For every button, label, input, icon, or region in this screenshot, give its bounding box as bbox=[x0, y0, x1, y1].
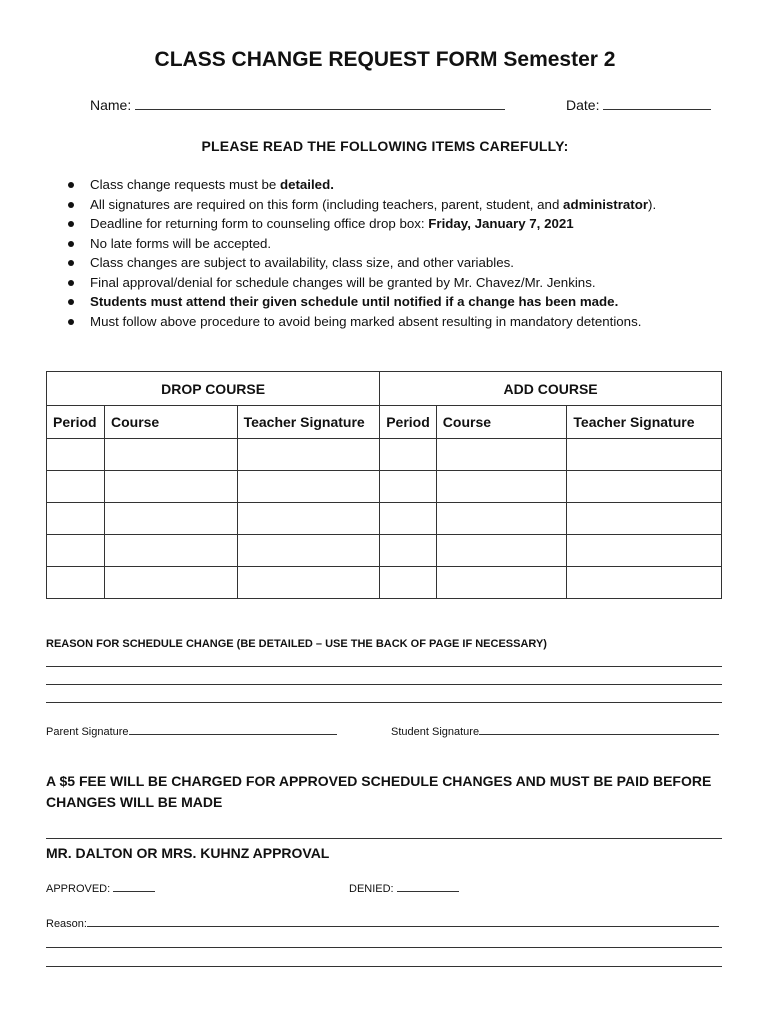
table-cell[interactable] bbox=[104, 535, 237, 567]
student-signature-line[interactable] bbox=[479, 724, 719, 735]
student-signature-field[interactable] bbox=[391, 724, 719, 738]
reason-line[interactable] bbox=[46, 702, 722, 703]
denied-label: DENIED: bbox=[349, 883, 394, 895]
table-cell[interactable] bbox=[436, 503, 567, 535]
parent-signature-label: Parent Signature bbox=[46, 726, 129, 738]
list-item: Must follow above procedure to avoid being marked absent resulting in mandatory detentions. bbox=[62, 312, 656, 332]
approval-reason-label: Reason: bbox=[46, 918, 87, 930]
table-cell[interactable] bbox=[380, 567, 437, 599]
name-field[interactable] bbox=[90, 97, 505, 113]
denied-field[interactable] bbox=[349, 881, 459, 895]
column-header-period: Period bbox=[380, 406, 437, 439]
list-item: All signatures are required on this form (including teachers, parent, student, and administrator). bbox=[62, 195, 656, 215]
column-header-course: Course bbox=[436, 406, 567, 439]
parent-signature-field[interactable] bbox=[46, 724, 337, 738]
bullet-icon bbox=[68, 221, 74, 227]
column-header-period: Period bbox=[47, 406, 105, 439]
table-cell[interactable] bbox=[104, 503, 237, 535]
reason-line[interactable] bbox=[46, 666, 722, 667]
bullet-icon bbox=[68, 280, 74, 286]
name-label: Name: bbox=[90, 97, 132, 113]
table-cell[interactable] bbox=[436, 439, 567, 471]
table-cell[interactable] bbox=[104, 439, 237, 471]
list-item: Class changes are subject to availability, class size, and other variables. bbox=[62, 253, 656, 273]
instructions-heading: PLEASE READ THE FOLLOWING ITEMS CAREFULLY: bbox=[201, 138, 569, 154]
bullet-icon bbox=[68, 260, 74, 266]
table-cell[interactable] bbox=[567, 439, 722, 471]
date-input-line[interactable] bbox=[603, 99, 711, 110]
approval-signature-line[interactable] bbox=[46, 838, 722, 839]
table-cell[interactable] bbox=[436, 567, 567, 599]
column-header-teacher-signature: Teacher Signature bbox=[567, 406, 722, 439]
table-cell[interactable] bbox=[104, 567, 237, 599]
table-cell[interactable] bbox=[567, 567, 722, 599]
name-input-line[interactable] bbox=[135, 99, 505, 110]
table-cell[interactable] bbox=[237, 471, 380, 503]
table-cell[interactable] bbox=[237, 439, 380, 471]
table-cell[interactable] bbox=[567, 503, 722, 535]
reason-line[interactable] bbox=[46, 684, 722, 685]
parent-signature-line[interactable] bbox=[129, 724, 337, 735]
list-item: Deadline for returning form to counseling office drop box: Friday, January 7, 2021 bbox=[62, 214, 656, 234]
table-cell[interactable] bbox=[47, 535, 105, 567]
bullet-icon bbox=[68, 182, 74, 188]
table-cell[interactable] bbox=[380, 439, 437, 471]
bullet-icon bbox=[68, 202, 74, 208]
approved-field[interactable] bbox=[46, 881, 155, 895]
column-header-teacher-signature: Teacher Signature bbox=[237, 406, 380, 439]
form-title: CLASS CHANGE REQUEST FORM Semester 2 bbox=[154, 48, 616, 71]
course-change-table bbox=[46, 371, 722, 599]
approved-label: APPROVED: bbox=[46, 883, 111, 895]
table-cell[interactable] bbox=[47, 503, 105, 535]
drop-course-header: DROP COURSE bbox=[47, 372, 380, 406]
list-item: Class change requests must be detailed. bbox=[62, 175, 656, 195]
approval-reason-line[interactable] bbox=[87, 916, 719, 927]
table-cell[interactable] bbox=[47, 567, 105, 599]
list-item: Students must attend their given schedule until notified if a change has been made. bbox=[62, 292, 656, 312]
table-row bbox=[47, 503, 722, 535]
date-label: Date: bbox=[566, 97, 600, 113]
table-cell[interactable] bbox=[436, 535, 567, 567]
table-cell[interactable] bbox=[47, 471, 105, 503]
table-cell[interactable] bbox=[567, 535, 722, 567]
denied-line[interactable] bbox=[397, 881, 459, 892]
list-item: Final approval/denial for schedule changes will be granted by Mr. Chavez/Mr. Jenkins. bbox=[62, 273, 656, 293]
instructions-list bbox=[62, 175, 656, 331]
table-row bbox=[47, 439, 722, 471]
table-cell[interactable] bbox=[380, 535, 437, 567]
table-cell[interactable] bbox=[104, 471, 237, 503]
table-cell[interactable] bbox=[567, 471, 722, 503]
student-signature-label: Student Signature bbox=[391, 726, 480, 738]
approval-reason-field[interactable] bbox=[46, 916, 719, 930]
approval-reason-line[interactable] bbox=[46, 966, 722, 967]
approval-heading: MR. DALTON OR MRS. KUHNZ APPROVAL bbox=[46, 845, 330, 861]
reason-heading: REASON FOR SCHEDULE CHANGE (BE DETAILED – USE THE BACK OF PAGE IF NECESSARY) bbox=[46, 638, 547, 650]
table-cell[interactable] bbox=[436, 471, 567, 503]
bullet-icon bbox=[68, 319, 74, 325]
approval-reason-line[interactable] bbox=[46, 947, 722, 948]
table-row bbox=[47, 535, 722, 567]
date-field[interactable] bbox=[566, 97, 711, 113]
table-cell[interactable] bbox=[237, 503, 380, 535]
table-cell[interactable] bbox=[47, 439, 105, 471]
table-cell[interactable] bbox=[380, 503, 437, 535]
approved-line[interactable] bbox=[113, 881, 155, 892]
bullet-icon bbox=[68, 241, 74, 247]
column-header-course: Course bbox=[104, 406, 237, 439]
table-row bbox=[47, 567, 722, 599]
add-course-header: ADD COURSE bbox=[380, 372, 722, 406]
table-row bbox=[47, 471, 722, 503]
fee-notice: A $5 FEE WILL BE CHARGED FOR APPROVED SCHEDULE CHANGES AND MUST BE PAID BEFORE CHANGES WILL BE MADE bbox=[46, 773, 712, 810]
table-cell[interactable] bbox=[237, 567, 380, 599]
table-cell[interactable] bbox=[237, 535, 380, 567]
list-item: No late forms will be accepted. bbox=[62, 234, 656, 254]
table-cell[interactable] bbox=[380, 471, 437, 503]
bullet-icon bbox=[68, 299, 74, 305]
